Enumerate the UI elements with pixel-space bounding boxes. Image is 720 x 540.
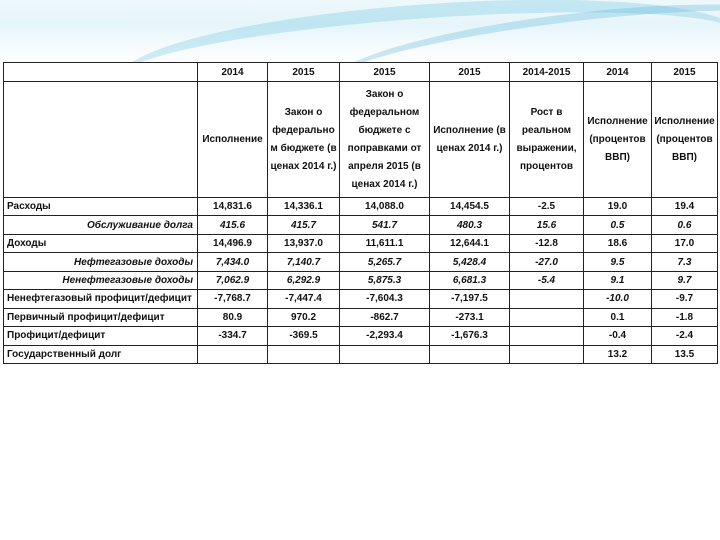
table-cell: 14,088.0 [340,198,430,216]
table-cell: 7,434.0 [198,253,268,271]
table-cell: 14,454.5 [430,198,510,216]
table-row [4,216,718,234]
table-cell: -7,768.7 [198,290,268,308]
table-cell: 17.0 [652,234,718,252]
row-label: Доходы [4,234,198,252]
table-cell [510,290,584,308]
column-year: 2014 [198,63,268,82]
column-year: 2015 [652,63,718,82]
table-cell: 18.6 [584,234,652,252]
column-year: 2015 [430,63,510,82]
table-cell: 9.7 [652,271,718,289]
table-cell: 14,336.1 [268,198,340,216]
row-label: Расходы [4,198,198,216]
table-cell: 5,875.3 [340,271,430,289]
table-row [4,234,718,252]
table-row [4,327,718,345]
column-year: 2015 [268,63,340,82]
column-description: Рост в реальном выражении, процентов [510,82,584,198]
table-cell: 19.0 [584,198,652,216]
table-cell: -7,197.5 [430,290,510,308]
row-label: Первичный профицит/дефицит [4,308,198,326]
table-cell: -862.7 [340,308,430,326]
table-cell: 415.7 [268,216,340,234]
table-cell: -27.0 [510,253,584,271]
table-cell: 14,831.6 [198,198,268,216]
table-cell: 13,937.0 [268,234,340,252]
column-description: Исполнение [198,82,268,198]
table-cell: -12.8 [510,234,584,252]
table-cell [430,345,510,364]
table-cell: 80.9 [198,308,268,326]
table-cell: 13.2 [584,345,652,364]
row-label: Профицит/дефицит [4,327,198,345]
table-cell [340,345,430,364]
table-cell: -10.0 [584,290,652,308]
header-years-row [4,63,718,82]
table-cell: -334.7 [198,327,268,345]
table-cell: 12,644.1 [430,234,510,252]
row-label: Обслуживание долга [4,216,198,234]
row-label: Государственный долг [4,345,198,364]
header-corner [4,82,198,198]
table-cell: -2,293.4 [340,327,430,345]
table-cell: -0.4 [584,327,652,345]
header-corner [4,63,198,82]
table-row [4,345,718,364]
table-cell: -2.4 [652,327,718,345]
table-row [4,253,718,271]
column-year: 2014 [584,63,652,82]
row-label: Нефтегазовые доходы [4,253,198,271]
table-cell: -1,676.3 [430,327,510,345]
table-cell: 0.1 [584,308,652,326]
column-description: Исполнение (процентов ВВП) [652,82,718,198]
table-cell: 19.4 [652,198,718,216]
table-cell: 13.5 [652,345,718,364]
table-cell: 7,062.9 [198,271,268,289]
header-description-row [4,82,718,198]
table-cell: -2.5 [510,198,584,216]
table-cell: -5.4 [510,271,584,289]
table-cell: 7.3 [652,253,718,271]
table-cell: 5,265.7 [340,253,430,271]
table-cell: 11,611.1 [340,234,430,252]
budget-table-container [3,62,717,364]
table-row [4,290,718,308]
column-description: Исполнение (в ценах 2014 г.) [430,82,510,198]
table-cell [268,345,340,364]
column-year: 2015 [340,63,430,82]
table-cell [510,327,584,345]
table-cell: 415.6 [198,216,268,234]
row-label: Ненефтегазовые доходы [4,271,198,289]
column-description: Закон о федерально м бюджете (в ценах 2014 г.) [268,82,340,198]
table-cell: 7,140.7 [268,253,340,271]
table-row [4,271,718,289]
table-cell: -7,447.4 [268,290,340,308]
table-cell: 6,681.3 [430,271,510,289]
table-cell: -7,604.3 [340,290,430,308]
slide-header-band [0,0,720,62]
table-cell: 0.6 [652,216,718,234]
table-cell [198,345,268,364]
table-cell: -1.8 [652,308,718,326]
table-cell: 0.5 [584,216,652,234]
table-cell [510,345,584,364]
table-cell: 541.7 [340,216,430,234]
table-cell: 970.2 [268,308,340,326]
table-cell: 15.6 [510,216,584,234]
row-label: Ненефтегазовый профицит/дефицит [4,290,198,308]
table-cell: 9.5 [584,253,652,271]
column-description: Исполнение (процентов ВВП) [584,82,652,198]
table-cell: 9.1 [584,271,652,289]
table-cell: -9.7 [652,290,718,308]
table-cell: -273.1 [430,308,510,326]
table-cell: 6,292.9 [268,271,340,289]
table-row [4,308,718,326]
table-cell: -369.5 [268,327,340,345]
table-cell: 480.3 [430,216,510,234]
table-row [4,198,718,216]
table-cell: 14,496.9 [198,234,268,252]
table-cell [510,308,584,326]
budget-table [3,62,718,364]
column-description: Закон о федеральном бюджете с поправками от апреля 2015 (в ценах 2014 г.) [340,82,430,198]
table-cell: 5,428.4 [430,253,510,271]
column-year: 2014-2015 [510,63,584,82]
